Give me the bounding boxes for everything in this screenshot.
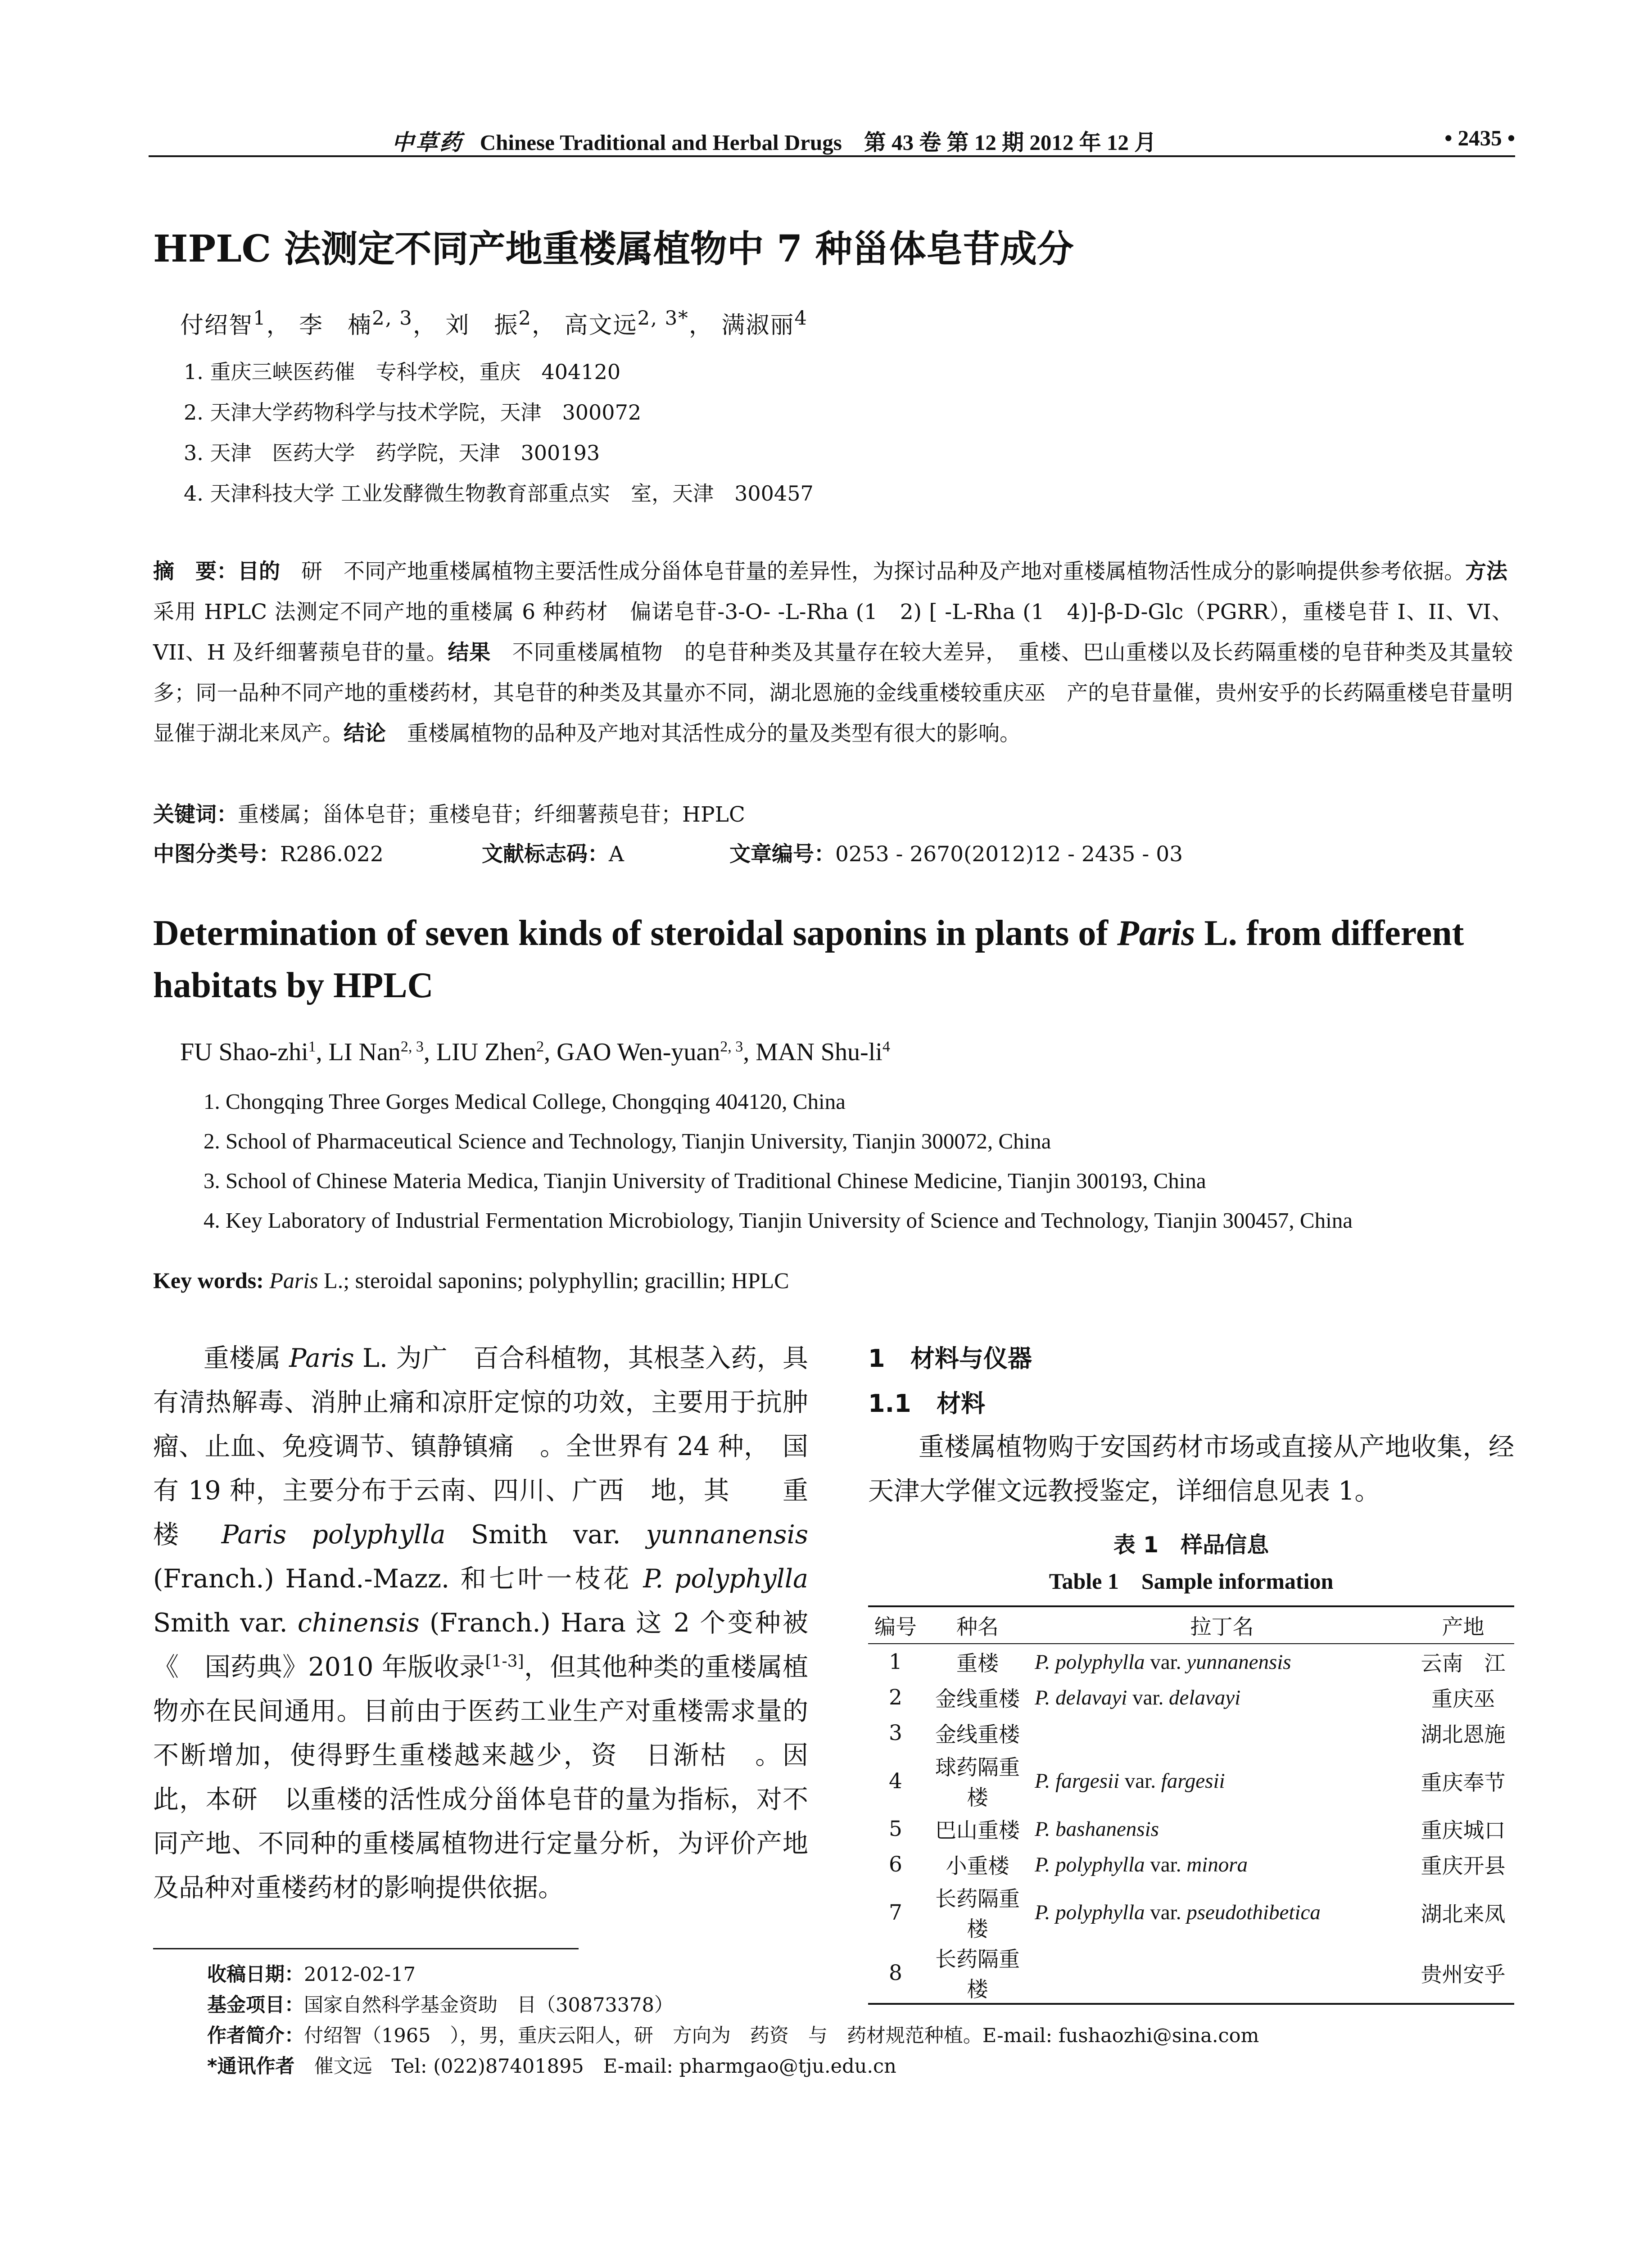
cell-number: 3 — [889, 1721, 902, 1745]
table-row — [868, 1882, 1514, 1943]
cell-latin — [1032, 1715, 1412, 1751]
cell-latin: P. polyphylla var. yunnanensis — [1035, 1650, 1291, 1674]
footnote-funding: 基金项目：国家自然科学基金资助 目（30873378） — [207, 1994, 674, 2016]
affiliation-cn-4: 4. 天津科技大学 工业发酵微生物教育部重点实 室，天津 300457 — [184, 481, 814, 506]
affiliation-en-1: 1. Chongqing Three Gorges Medical College, Chongqing 404120, China — [204, 1089, 846, 1114]
affiliation-en-3: 3. School of Chinese Materia Medica, Tianjin University of Traditional Chinese Medicine, Tianjin 300193, China — [204, 1168, 1206, 1193]
author-cn: 李 楠 — [299, 312, 372, 339]
cell-latin: P. polyphylla var. pseudothibetica — [1035, 1901, 1321, 1924]
cell-origin: 云南 江 — [1421, 1651, 1506, 1676]
authors-chinese: 付绍智$^1$， 李 楠$^{2, 3}$， 刘 振$^2$， 高文远$^{2, 3*}$， 满淑丽$^4$ — [180, 307, 808, 339]
cell-number: 8 — [868, 1943, 923, 2004]
cell-number: 6 — [889, 1852, 902, 1877]
result-text: 不同重楼属植物 的皂苷种类及其量存在较大差异， 重楼、巴山重楼以及长药隔重楼的皂苷种类及其量较多；同一品种不同产地的重楼药材，其皂苷的种类及其量亦不同，湖北恩施的金线重楼较重庆巫 产的皂苷量催，贵州安乎的长药隔重楼皂苷量明显催于湖北来凤产。 — [153, 640, 1513, 746]
journal-name-cn: 中草药 — [392, 130, 464, 155]
author-sup: 4 — [794, 307, 808, 330]
cell-number: 1 — [889, 1650, 902, 1674]
section-heading-1-1: 1.1 材料 — [868, 1389, 986, 1418]
keywords-text: 重楼属；甾体皂苷；重楼皂苷；纤细薯蓣皂苷；HPLC — [238, 802, 745, 827]
col-header: 拉丁名 — [1032, 1606, 1412, 1644]
cell-latin: P. delavayi var. delavayi — [1035, 1686, 1241, 1709]
table-header-row — [868, 1606, 1514, 1644]
table-row — [868, 1644, 1514, 1680]
cell-species: 金线重楼 — [935, 1722, 1020, 1747]
keywords-label: 关键词： — [153, 802, 238, 827]
col-header: 种名 — [923, 1606, 1032, 1644]
footnote-received: 收稿日期：2012-02-17 — [207, 1963, 416, 1986]
abstract-chinese — [153, 551, 1529, 754]
affiliation-cn-2: 2. 天津大学药物科学与技术学院，天津 300072 — [184, 400, 642, 425]
article-number: 文章编号：0253 - 2670(2012)12 - 2435 - 03 — [729, 842, 1183, 867]
keywords-english: Key words: Paris L.; steroidal saponins; polyphyllin; gracillin; HPLC — [153, 1268, 789, 1293]
purpose-text: 研 不同产地重楼属植物主要活性成分甾体皂苷量的差异性，为探讨品种及产地对重楼属植物活性成分的影响提供参考依据。 — [280, 559, 1465, 584]
affiliation-cn-1: 1. 重庆三峡医药催 专科学校，重庆 404120 — [184, 360, 621, 384]
author-en: GAO Wen-yuan — [557, 1038, 720, 1066]
conclusion-text: 重楼属植物的品种及产地对其活性成分的量及类型有很大的影响。 — [386, 721, 1021, 746]
author-cn: 刘 振 — [445, 312, 519, 339]
footnote-corresponding: *通讯作者 催文远 Tel: (022)87401895 E-mail: pharmgao@tju.edu.cn — [207, 2055, 896, 2078]
col-header: 编号 — [868, 1606, 923, 1644]
affiliation-en-4: 4. Key Laboratory of Industrial Fermentation Microbiology, Tianjin University of Science and Technology, Tianjin 300457, China — [204, 1208, 1353, 1233]
cell-species: 重楼 — [956, 1651, 999, 1676]
table-row — [868, 1715, 1514, 1751]
table-row — [868, 1847, 1514, 1882]
author-cn: 高文远 — [564, 312, 638, 339]
cell-number: 5 — [889, 1817, 902, 1841]
cell-latin — [1032, 1943, 1412, 2004]
cell-number: 2 — [889, 1685, 902, 1710]
title-english: Determination of seven kinds of steroidal saponins in plants of Paris L. from different habitats by HPLC — [153, 913, 1464, 1005]
cell-origin: 湖北来凤 — [1421, 1902, 1506, 1927]
author-sup: 2, 3* — [637, 307, 689, 330]
cell-origin: 贵州安乎 — [1412, 1943, 1514, 2004]
result-label: 结果 — [448, 640, 491, 665]
author-cn: 满淑丽 — [721, 312, 795, 339]
cell-species: 长药隔重楼 — [923, 1943, 1032, 2004]
affiliation-en-2: 2. School of Pharmaceutical Science and Technology, Tianjin University, Tianjin 300072, China — [204, 1129, 1051, 1153]
keywords-en-label: Key words: — [153, 1268, 264, 1293]
footnote-author-bio: 作者简介：付绍智（1965 ），男，重庆云阳人，研 方向为 药资 与 药材规范种植。E-mail: fushaozhi@sina.com — [207, 2025, 1259, 2047]
cell-species: 小重楼 — [946, 1854, 1009, 1879]
cell-number: 7 — [889, 1900, 902, 1925]
cell-origin: 湖北恩施 — [1421, 1722, 1506, 1747]
table-caption-en: Table 1 Sample information — [1049, 1568, 1334, 1594]
table-row — [868, 1751, 1514, 1811]
author-cn: 付绍智 — [180, 312, 253, 339]
method-label: 方法 — [1465, 559, 1507, 584]
cell-latin: P. polyphylla var. minora — [1035, 1853, 1248, 1876]
cell-latin: P. bashanensis — [1035, 1817, 1159, 1841]
author-sup: 2 — [518, 307, 532, 330]
journal-line — [392, 125, 1156, 157]
cell-latin: P. fargesii var. fargesii — [1035, 1769, 1225, 1793]
authors-english: FU Shao-zhi$^1$, LI Nan$^{2, 3}$, LIU Zhen$^2$, GAO Wen-yuan$^{2, 3}$, MAN Shu-$li^4$ — [180, 1038, 890, 1066]
title-chinese: HPLC 法测定不同产地重楼属植物中 7 种甾体皂苷成分 — [153, 227, 1074, 271]
cell-origin: 重庆开县 — [1421, 1854, 1506, 1879]
document-code: 文献标志码：A — [482, 842, 624, 867]
cell-number: 4 — [889, 1768, 902, 1794]
table-row — [868, 1943, 1514, 2004]
header-rule — [149, 155, 1515, 157]
cell-origin: 重庆奉节 — [1421, 1770, 1506, 1795]
affiliation-cn-3: 3. 天津 医药大学 药学院，天津 300193 — [184, 441, 600, 465]
intro-paragraph: 重楼属 Paris L. 为广 百合科植物，其根茎入药，具有清热解毒、消肿止痛和凉肝定惊的功效，主要用于抗肿瘤、止血、免疫调节、镇静镇痛 。全世界有 24 种， 国有 19 种，主要分布于云南、四川、广西 地，其 重楼 Paris polyphylla Smith var. yunnanensis (Franch.) Hand.-Mazz. 和七叶一枝花 P. polyphylla Smith var. chinensis (Franch.) Hara 这 2 个变种被《 国药典》2010 年版收录[1-3]，但其他种类的重楼属植物亦在民间通用。目前由于医药工业生产对重楼需求量的不断增加，使得野生重楼越来越少，资 日渐枯 。因此，本研 以重楼的活性成分甾体皂苷的量为指标，对不同产地、不同种的重楼属植物进行定量分析，为评价产地及品种对重楼药材的影响提供依据。 — [153, 1343, 808, 1903]
sample-table — [868, 1605, 1514, 2005]
table-caption-cn: 表 1 样品信息 — [1113, 1532, 1269, 1558]
method-text: 采用 HPLC 法测定不同产地的重楼属 6 种药材 偏诺皂苷-3-O- -L-Rha (1 2) [ -L-Rha (1 4)]-β-D-Glc（PGRR），重楼皂苷 I、II、VI、VII、H 及纤细薯蓣皂苷的量。 — [153, 559, 1529, 665]
page-number: • 2435 • — [1444, 126, 1515, 150]
clc-number: 中图分类号：R286.022 — [153, 842, 384, 867]
section-heading-1: 1 材料与仪器 — [868, 1344, 1032, 1373]
table-row — [868, 1811, 1514, 1847]
table-row — [868, 1680, 1514, 1715]
cell-species: 金线重楼 — [935, 1687, 1020, 1712]
materials-paragraph: 重楼属植物购于安国药材市场或直接从产地收集，经天津大学催文远教授鉴定，详细信息见表 1。 — [868, 1432, 1514, 1506]
keywords-chinese — [153, 798, 745, 828]
abstract-label: 摘 要： — [153, 559, 238, 584]
purpose-label: 目的 — [238, 559, 280, 584]
col-header: 产地 — [1412, 1606, 1514, 1644]
author-sup: 1 — [253, 307, 267, 330]
table-body — [868, 1644, 1514, 2004]
running-header — [149, 125, 1515, 155]
cell-species: 长药隔重楼 — [935, 1887, 1020, 1942]
footnote-rule — [153, 1948, 579, 1949]
journal-issue: 第 43 卷 第 12 期 2012 年 12 月 — [864, 130, 1157, 155]
author-en: LI Nan — [328, 1038, 401, 1066]
journal-name-en: Chinese Traditional and Herbal Drugs — [480, 130, 842, 155]
author-sup: 2, 3 — [372, 307, 413, 330]
cell-species: 球药隔重楼 — [935, 1755, 1020, 1810]
author-en: MAN Shu-li — [756, 1038, 883, 1066]
conclusion-label: 结论 — [344, 721, 386, 746]
cell-species: 巴山重楼 — [935, 1818, 1020, 1843]
author-en: FU Shao-zhi — [180, 1038, 308, 1066]
cell-origin: 重庆城口 — [1421, 1818, 1506, 1843]
citation: [1-3] — [485, 1652, 524, 1671]
author-en: LIU Zhen — [436, 1038, 537, 1066]
cell-origin: 重庆巫 — [1431, 1687, 1495, 1712]
